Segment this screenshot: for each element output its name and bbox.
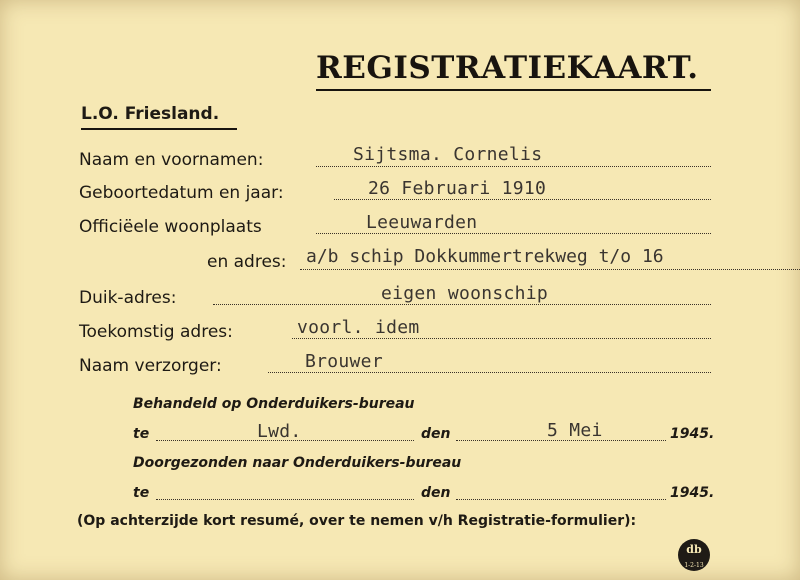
forwarded-den-label: den <box>421 485 451 501</box>
processed-den-value: 5 Mei <box>547 420 603 441</box>
card-title: REGISTRATIEKAART. <box>316 50 699 86</box>
processed-den-label: den <box>421 426 451 442</box>
name-value: Sijtsma. Cornelis <box>353 144 543 165</box>
address-label: en adres: <box>207 252 287 272</box>
future-address-line <box>292 338 711 339</box>
forwarded-heading: Doorgezonden naar Onderduikers-bureau <box>133 455 462 471</box>
future-address-label: Toekomstig adres: <box>79 322 233 342</box>
forwarded-te-label: te <box>133 485 150 501</box>
caretaker-line <box>268 372 711 373</box>
name-label: Naam en voornamen: <box>79 150 264 170</box>
name-line <box>316 166 711 167</box>
stamp-subtext: 1-2-13 <box>684 562 704 569</box>
birthdate-line <box>334 199 711 200</box>
forwarded-den-line <box>456 499 666 500</box>
processed-heading: Behandeld op Onderduikers-bureau <box>133 396 415 412</box>
processed-te-label: te <box>133 426 150 442</box>
hiding-address-label: Duik-adres: <box>79 288 177 308</box>
footer-note: (Op achterzijde kort resumé, over te nemen v/h Registratie-formulier): <box>77 513 637 529</box>
processed-te-value: Lwd. <box>257 421 302 442</box>
birthdate-label: Geboortedatum en jaar: <box>79 183 284 203</box>
hiding-address-value: eigen woonschip <box>381 283 549 304</box>
address-line <box>300 269 800 270</box>
organization-label: L.O. Friesland. <box>81 104 220 124</box>
future-address-value: voorl. idem <box>297 317 420 338</box>
caretaker-label: Naam verzorger: <box>79 356 222 376</box>
residence-line <box>316 233 711 234</box>
organization-underline <box>81 128 237 130</box>
processed-year: 1945. <box>670 426 715 442</box>
residence-value: Leeuwarden <box>366 212 478 233</box>
forwarded-year: 1945. <box>670 485 715 501</box>
caretaker-value: Brouwer <box>305 351 383 372</box>
address-value: a/b schip Dokkummertrekweg t/o 16 <box>306 246 664 267</box>
forwarded-te-line <box>156 499 414 500</box>
title-underline <box>316 89 711 91</box>
stamp-text: db <box>686 543 702 556</box>
printer-stamp-icon <box>678 539 710 571</box>
residence-label: Officiëele woonplaats <box>79 217 262 237</box>
hiding-address-line <box>213 304 711 305</box>
birthdate-value: 26 Februari 1910 <box>368 178 547 199</box>
